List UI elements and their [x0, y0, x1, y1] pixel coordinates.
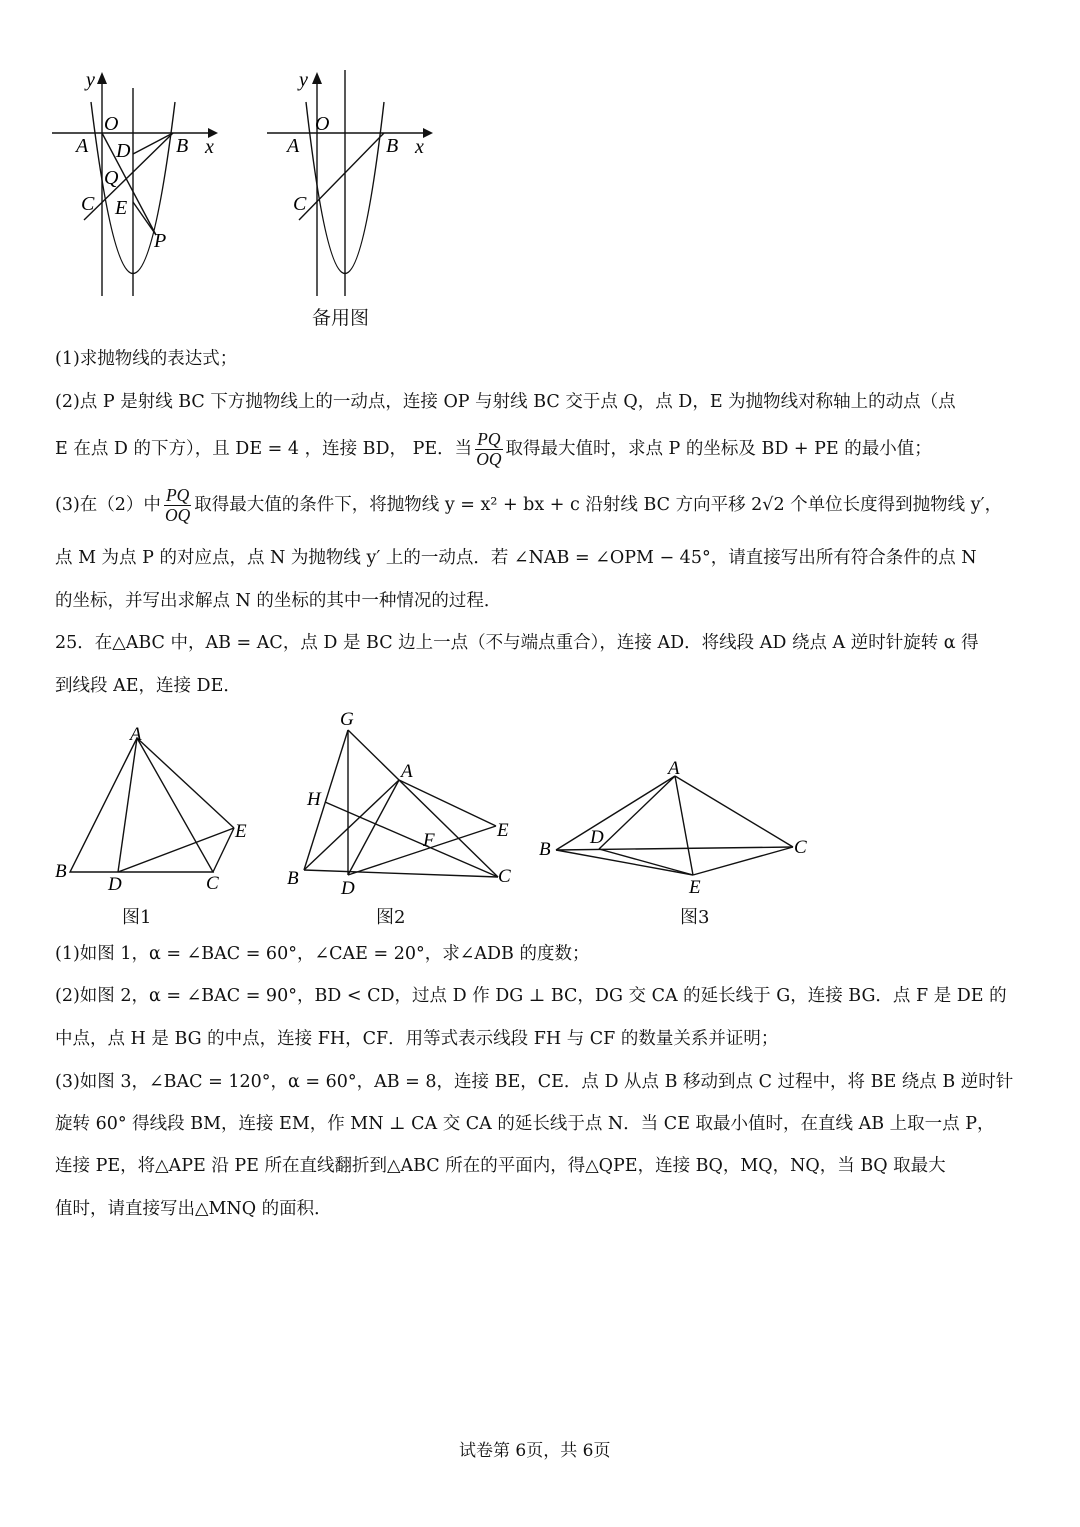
fig25-2-label-D: D	[341, 878, 355, 899]
q25-part3-line1: (3)如图 3，∠BAC = 120°，α = 60°，AB = 8，连接 BE，CE．点 D 从点 B 移动到点 C 过程中，将 BE 绕点 B 逆时针	[55, 1072, 1014, 1092]
q25-part3-line3: 连接 PE，将△APE 沿 PE 所在直线翻折到△ABC 所在的平面内，得△QPE，连接 BQ，MQ，NQ，当 BQ 取最大	[55, 1156, 946, 1176]
fig25-3-label-D: D	[590, 827, 604, 848]
fig1-label-P: P	[154, 230, 167, 252]
fig1-label-B: B	[176, 135, 189, 157]
fig25-2-label-A: A	[401, 761, 413, 782]
fig1-label-y: y	[86, 69, 95, 91]
q25-intro-line2: 到线段 AE，连接 DE．	[55, 676, 241, 696]
fraction-numerator: PQ	[165, 485, 190, 505]
fig-backup-label-A: A	[287, 135, 300, 157]
triangle-figure-2	[285, 705, 535, 900]
q25-part2-line2: 中点，点 H 是 BG 的中点，连接 FH，CF．用等式表示线段 FH 与 CF 的数量关系并证明；	[55, 1029, 779, 1049]
fig25-2-label-G: G	[340, 709, 354, 730]
fig25-2-label-F: F	[423, 830, 435, 851]
fig-backup-label-O: O	[315, 113, 330, 135]
fig2-caption: 图2	[376, 907, 406, 928]
fig1-label-D: D	[116, 140, 131, 162]
q25-part3-line4: 值时，请直接写出△MNQ 的面积．	[55, 1199, 332, 1219]
parabola-figure-backup	[255, 60, 455, 310]
fig25-3-label-A: A	[668, 758, 680, 779]
fig1-label-A: A	[76, 135, 89, 157]
fig25-3-label-B: B	[539, 839, 551, 860]
fig1-label-C: C	[81, 193, 95, 215]
triangle-figure-1	[40, 715, 270, 895]
fig-backup-label-x: x	[415, 136, 424, 158]
fig1-label-Q: Q	[104, 167, 119, 189]
q24-part3-line2: 点 M 为点 P 的对应点，点 N 为抛物线 y′ 上的一动点．若 ∠NAB = ∠OPM − 45°，请直接写出所有符合条件的点 N	[55, 548, 977, 568]
q24-part3-line1-a: (3)在（2）中	[55, 495, 161, 515]
q24-part2-line2	[55, 430, 932, 469]
q25-intro-line1: 25．在△ABC 中，AB = AC，点 D 是 BC 边上一点（不与端点重合），连接 AD．将线段 AD 绕点 A 逆时针旋转 α 得	[55, 633, 979, 653]
fraction-denominator: OQ	[476, 449, 502, 469]
fig3-caption: 图3	[680, 907, 710, 928]
fig25-1-label-B: B	[55, 861, 67, 882]
fraction-denominator: OQ	[164, 505, 191, 525]
fig25-1-label-C: C	[206, 873, 219, 894]
fig1-label-O: O	[104, 113, 119, 135]
triangle-figure-3	[535, 755, 815, 900]
q24-part2-line2-b: 取得最大值时，求点 P 的坐标及 BD + PE 的最小值；	[505, 439, 932, 459]
q24-part3-line1	[55, 486, 1002, 525]
fig-backup-label-B: B	[386, 135, 399, 157]
q24-part1: (1)求抛物线的表达式；	[55, 349, 238, 369]
q24-part2-line2-a: E 在点 D 的下方），且 DE = 4 ，连接 BD， PE．当	[55, 439, 473, 459]
fig25-3-label-C: C	[794, 837, 807, 858]
fig-backup-label-C: C	[293, 193, 307, 215]
fig25-2-label-E: E	[497, 820, 509, 841]
fig25-1-label-A: A	[130, 724, 142, 745]
fig1-label-E: E	[115, 197, 128, 219]
fig25-2-label-H: H	[307, 789, 321, 810]
fraction-pq-oq	[475, 430, 502, 469]
fig25-1-label-E: E	[235, 821, 247, 842]
page-footer: 试卷第 6页，共 6页	[459, 1441, 611, 1461]
fraction-pq-oq-2	[164, 486, 191, 525]
fig25-3-label-E: E	[689, 877, 701, 898]
fig1-caption: 图1	[122, 907, 152, 928]
q24-part3-line1-b: 取得最大值的条件下，将抛物线 y = x² + bx + c 沿射线 BC 方向平移 2√2 个单位长度得到抛物线 y′，	[194, 495, 1003, 515]
q24-part3-line3: 的坐标，并写出求解点 N 的坐标的其中一种情况的过程．	[55, 591, 502, 611]
parabola-figure-1	[40, 60, 240, 310]
fig25-2-label-C: C	[498, 866, 511, 887]
backup-figure-caption: 备用图	[312, 307, 370, 329]
fig-backup-label-y: y	[299, 69, 308, 91]
q24-part2-line1: (2)点 P 是射线 BC 下方抛物线上的一动点，连接 OP 与射线 BC 交于点 Q，点 D，E 为抛物线对称轴上的动点（点	[55, 392, 956, 412]
fraction-numerator: PQ	[477, 429, 501, 449]
fig25-2-label-B: B	[287, 868, 299, 889]
fig1-label-x: x	[205, 136, 214, 158]
q25-part1: (1)如图 1，α = ∠BAC = 60°，∠CAE = 20°，求∠ADB 的度数；	[55, 944, 590, 964]
q25-part2-line1: (2)如图 2，α = ∠BAC = 90°，BD < CD，过点 D 作 DG ⊥ BC，DG 交 CA 的延长线于 G，连接 BG．点 F 是 DE 的	[55, 986, 1007, 1006]
fig25-1-label-D: D	[108, 874, 122, 895]
q25-part3-line2: 旋转 60° 得线段 BM，连接 EM，作 MN ⊥ CA 交 CA 的延长线于点 N．当 CE 取最小值时，在直线 AB 上取一点 P，	[55, 1114, 995, 1134]
